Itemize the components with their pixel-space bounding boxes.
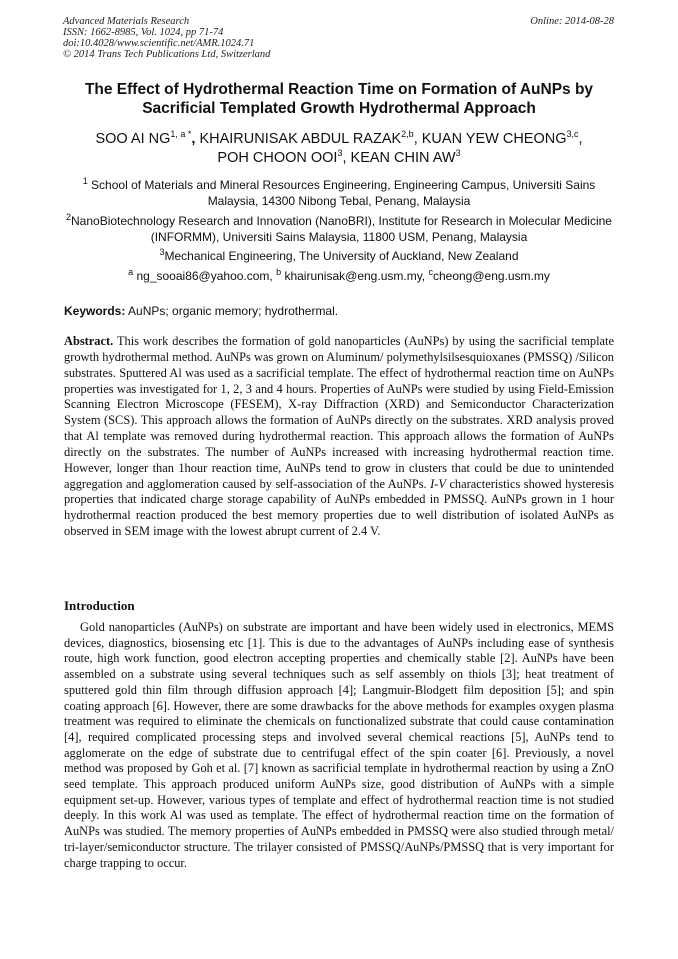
affiliation-1 [64,177,614,209]
author-separator: , [578,131,583,147]
keywords-label: Keywords: [64,304,126,318]
journal-header [63,16,270,60]
author-list [60,130,618,168]
introduction-paragraph: Gold nanoparticles (AuNPs) on substrate are important and have been widely used in electronics, MEMS devices, diagnostics, biosensing etc [1]. This is due to the advantages of AuNPs including ease of synthesis route, high work function, good electron accepting properties and chemically stable [2]. AuNPs have been assembled on a substrate using several techniques such as self assembly on thiols [3]; heat treatment of sputtered gold thin film through diffusion approach [4]; Langmuir-Blodgett film deposition [5]; and spin coating approach [6]. However, there are some drawbacks for the above methods for examples oxygen plasma treatment was required to eliminate the chemicals on functionalized substrate that could cause contamination [4], required complicated processing steps and involved several chemical reactions [5], AuNPs tend to agglomerate on the edge of substrate due to centrifugal effect of the spin coater [6]. Previously, a novel method was proposed by Goh et al. [7] known as sacrificial template in hydrothermal reaction by using a ZnO seed template. This approach produced uniform AuNPs size, good distribution of AuNPs with a simple equipment set-up. However, various types of template and effect of hydrothermal reaction time is not studied deeply. In this work Al was used as template. The effect of hydrothermal reaction time on the formation of AuNPs was studied. The memory properties of AuNPs embedded in PMSSQ were also studied through metal/ tri-layer/semiconductor structure. The trilayer consisted of PMSSQ/AuNPs/PMSSQ that is very important for charge trapping to occur. [64,620,614,870]
keywords [64,303,614,319]
abstract-text-continued: characteristics showed hysteresis properties that indicated charge storage capability of AuNPs embedded in PMSSQ. AuNPs grown in 1 hour hydrothermal reaction produced the best memory properties due to well distribution of isolated AuNPs as observed in SEM image with the lowest abrupt current of 2.4 V. [64,476,614,539]
author-name: KEAN CHIN AW [350,150,456,166]
author-separator: , [191,131,200,147]
paper-title: The Effect of Hydrothermal Reaction Time on Formation of AuNPs by Sacrificial Templated Growth Hydrothermal Approach [84,81,594,117]
author-separator: , [413,131,422,147]
email-link[interactable]: cheong@eng.usm.my [432,269,550,283]
journal-name: Advanced Materials Research [63,16,190,27]
abstract-text: This work describes the formation of gold nanoparticles (AuNPs) by using the sacrificial template growth hydrothermal method. AuNPs was grown on Aluminum/ polymethylsilsesquioxanes (PMSSQ) /Silicon substrates. Sputtered Al was used as a sacrificial template. The effect of hydrothermal reaction time on AuNPs properties was investigated for 1, 2, 3 and 4 hours. Properties of AuNPs were studied by using Field-Emission Scanning Electron Microscope (FESEM), X-ray Diffraction (XRD) and Semiconductor Characterization System (SCS). This approach allows the formation of AuNPs directly on the substrates. XRD analysis proved that Al template was removed during hydrothermal reaction. This approach allows the formation of AuNPs directly on the substrates. The number of AuNPs increased with increasing hydrothermal reaction time. However, longer than 1hour reaction time, AuNPs tend to grow in clusters that could be due to unintended aggregation and agglomeration caused by self-association of the AuNPs. [64,334,614,491]
author-separator: , [342,150,351,166]
journal-copyright: © 2014 Trans Tech Publications Ltd, Switzerland [63,49,271,60]
author-superscript: 3 [455,148,461,159]
affiliation-marker: 3 [159,247,165,257]
email-link[interactable]: ng_sooai86@yahoo.com [136,269,270,283]
abstract-iv-term: I-V [430,476,446,491]
affiliation-marker: 1 [82,176,88,186]
affiliation-text: School of Materials and Mineral Resources Engineering, Engineering Campus, Universiti Sains Malaysia, 14300 Nibong Tebal, Penang, Malaysia [91,178,596,208]
author-name: KUAN YEW CHEONG [421,131,567,147]
keywords-text: AuNPs; organic memory; hydrothermal. [128,304,339,318]
author-name: SOO AI NG [95,131,171,147]
abstract [64,334,614,540]
online-date: Online: 2014-08-28 [530,16,614,27]
abstract-label: Abstract. [64,334,114,348]
email-marker: c [428,267,433,277]
affiliation-text: Mechanical Engineering, The University of Auckland, New Zealand [164,249,519,263]
journal-issn: ISSN: 1662-8985, Vol. 1024, pp 71-74 [63,27,224,38]
author-superscript: 2,b [401,129,414,140]
email-marker: b [276,267,282,277]
email-line: $^a$ ng_sooai86@yahoo.com, $^b$ khairunisak@eng.usm.my, $^c$cheong@eng.usm.my [128,267,550,283]
email-link[interactable]: khairunisak@eng.usm.my [284,269,422,283]
author-superscript: 3 [337,148,343,159]
affiliation-text: NanoBiotechnology Research and Innovation (NanoBRI), Institute for Research in Molecular Medicine (INFORMM), Universiti Sains Malaysia, 11800 USM, Penang, Malaysia [71,214,612,244]
author-name: POH CHOON OOI [217,150,338,166]
author-name: KHAIRUNISAK ABDUL RAZAK [199,131,402,147]
journal-doi: doi:10.4028/www.scientific.net/AMR.1024.71 [63,38,255,49]
author-superscript: 1, a * [170,129,192,140]
affiliation-3 [64,248,614,264]
affiliation-2 [64,213,614,245]
affiliation-marker: 2 [66,212,72,222]
author-superscript: 3,c [566,129,579,140]
email-marker: a [128,267,134,277]
section-heading-introduction: Introduction [64,598,135,613]
